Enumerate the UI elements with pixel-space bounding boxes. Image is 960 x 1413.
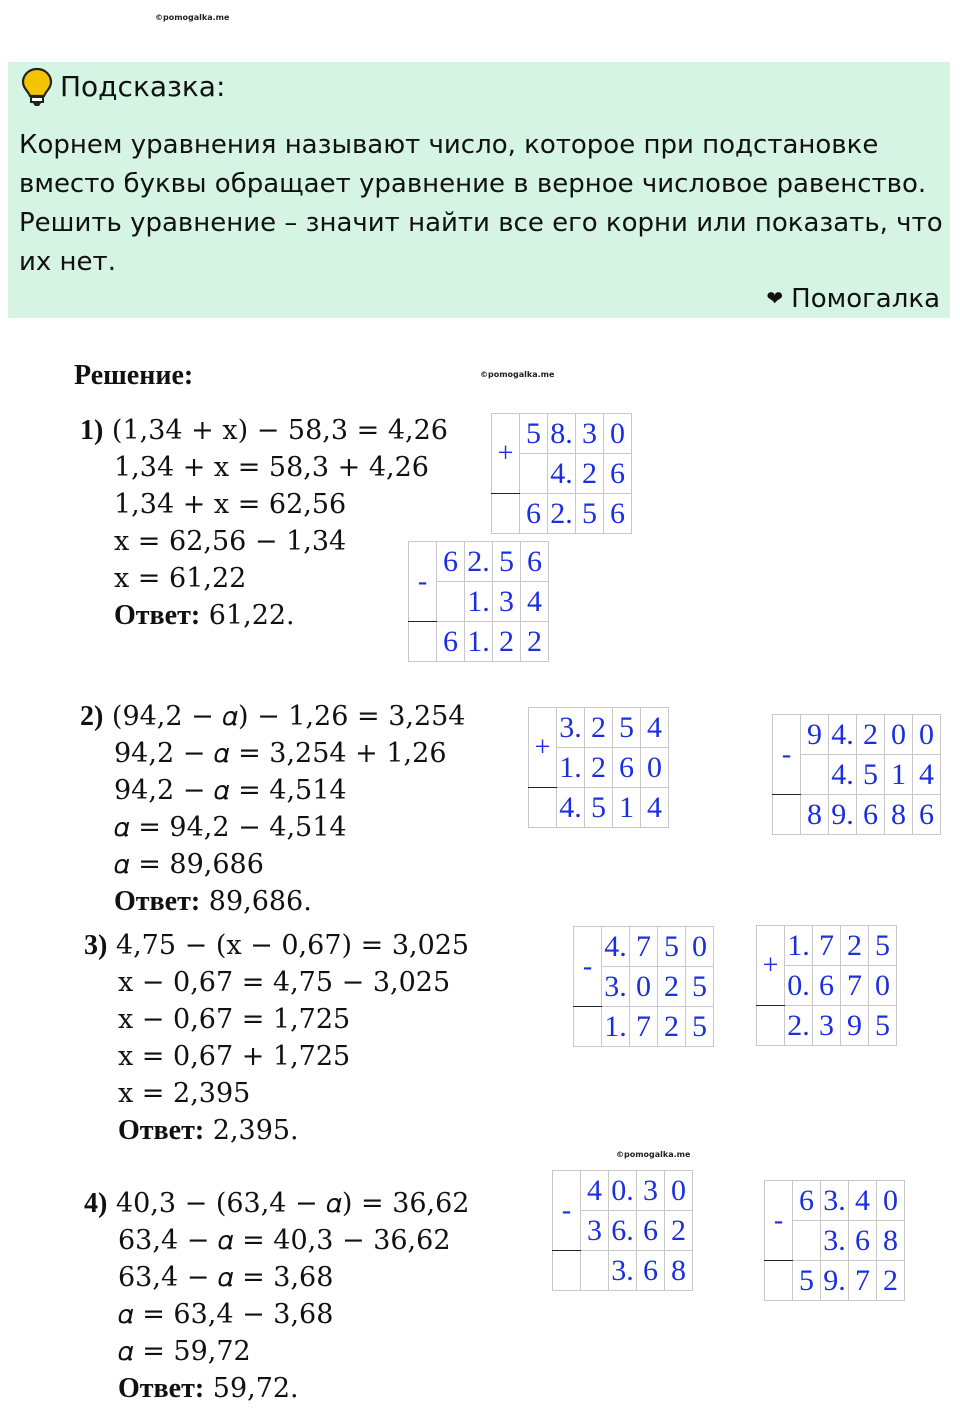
digit-cell: 7	[841, 966, 869, 1006]
digit-cell: 4.	[602, 927, 630, 967]
digit-cell: 5	[869, 1006, 897, 1046]
digit-cell: 5	[793, 1261, 821, 1301]
digit-cell: 6	[437, 542, 465, 582]
brand-label	[766, 284, 940, 314]
column-subtraction-1	[408, 541, 549, 662]
equation-line: 1,34 + x = 62,56	[114, 489, 347, 520]
digit-cell: 1.	[785, 926, 813, 966]
digit-cell: 0.	[785, 966, 813, 1006]
digit-cell: 7	[813, 926, 841, 966]
digit-cell: 0.	[609, 1171, 637, 1211]
digit-cell: 4	[641, 708, 669, 748]
digit-cell: 3	[637, 1171, 665, 1211]
digit-cell	[437, 582, 465, 622]
digit-cell: 2	[585, 708, 613, 748]
grid-row	[574, 927, 714, 967]
answer-value: 2,395.	[212, 1115, 299, 1146]
solution-title: Решение:	[74, 360, 194, 391]
digit-cell: 1.	[602, 1007, 630, 1047]
digit-cell: 1	[885, 755, 913, 795]
operator-sign: -	[574, 927, 602, 1007]
equation-line: x = 62,56 − 1,34	[114, 526, 347, 557]
equation-line: x = 0,67 + 1,725	[118, 1041, 351, 1072]
digit-cell: 6	[637, 1251, 665, 1291]
digit-cell: 7	[630, 927, 658, 967]
digit-cell	[581, 1251, 609, 1291]
grid-row	[492, 494, 632, 534]
equation-line: 94,2 − 𝛼 = 3,254 + 1,26	[114, 738, 447, 769]
digit-cell: 5	[869, 926, 897, 966]
digit-cell: 2	[493, 622, 521, 662]
digit-cell: 5	[520, 414, 548, 454]
equation-line: x − 0,67 = 4,75 − 3,025	[118, 967, 451, 998]
operator-sign: -	[765, 1181, 793, 1261]
digit-cell: 0	[877, 1181, 905, 1221]
equation-line: 63,4 − 𝛼 = 40,3 − 36,62	[118, 1225, 451, 1256]
answer-value: 61,22.	[208, 600, 295, 631]
digit-cell: 0	[913, 715, 941, 755]
hint-title: Подсказка:	[60, 70, 226, 103]
answer-label: Ответ:	[118, 1373, 205, 1404]
digit-cell: 0	[885, 715, 913, 755]
grid-cell	[553, 1251, 581, 1291]
digit-cell: 0	[604, 414, 632, 454]
digit-cell: 5	[857, 755, 885, 795]
digit-cell: 2	[841, 926, 869, 966]
digit-cell: 5	[686, 967, 714, 1007]
operator-sign: +	[757, 926, 785, 1006]
equation-line: 1,34 + x = 58,3 + 4,26	[114, 452, 429, 483]
digit-cell: 6	[604, 494, 632, 534]
digit-cell: 9	[801, 715, 829, 755]
equation-line: 4,75 − (x − 0,67) = 3,025	[115, 930, 470, 961]
digit-cell: 8	[801, 795, 829, 835]
equation-line: 𝛼 = 89,686	[114, 849, 264, 880]
operator-sign: +	[529, 708, 557, 788]
answer-label: Ответ:	[114, 886, 201, 917]
digit-cell: 1.	[465, 582, 493, 622]
answer-value: 59,72.	[212, 1373, 299, 1404]
digit-cell: 6.	[609, 1211, 637, 1251]
digit-cell: 2.	[465, 542, 493, 582]
hint-box	[8, 62, 950, 318]
digit-cell: 3.	[609, 1251, 637, 1291]
problem-4	[84, 1185, 470, 1407]
digit-cell: 0	[869, 966, 897, 1006]
heart-icon: ❤	[766, 286, 784, 310]
grid-row	[553, 1171, 693, 1211]
digit-cell: 9.	[829, 795, 857, 835]
digit-cell: 3	[813, 1006, 841, 1046]
digit-cell: 2	[877, 1261, 905, 1301]
digit-cell: 0	[641, 748, 669, 788]
grid-row	[765, 1181, 905, 1221]
watermark: ©pomogalka.me	[155, 13, 230, 22]
digit-cell: 1.	[557, 748, 585, 788]
grid-row	[765, 1261, 905, 1301]
digit-cell: 2	[576, 454, 604, 494]
answer-label: Ответ:	[118, 1115, 205, 1146]
digit-cell: 3.	[821, 1221, 849, 1261]
digit-cell: 2	[857, 715, 885, 755]
grid-cell	[765, 1261, 793, 1301]
hint-text: Корнем уравнения называют число, которое при подстановке вместо буквы обращает уравнение в верное числовое равенство. Решить уравнение – значит найти все его корни или показать, что их нет.	[19, 130, 943, 277]
equation-line: 40,3 − (63,4 − 𝛼) = 36,62	[115, 1188, 470, 1219]
digit-cell: 1	[613, 788, 641, 828]
digit-cell: 6	[437, 622, 465, 662]
digit-cell: 6	[813, 966, 841, 1006]
grid-row	[529, 788, 669, 828]
digit-cell: 3	[493, 582, 521, 622]
digit-cell: 5	[686, 1007, 714, 1047]
digit-cell: 3	[576, 414, 604, 454]
digit-cell: 2	[665, 1211, 693, 1251]
digit-cell: 6	[637, 1211, 665, 1251]
digit-cell: 6	[604, 454, 632, 494]
grid-row	[409, 542, 549, 582]
digit-cell: 6	[521, 542, 549, 582]
grid-row	[773, 715, 941, 755]
digit-cell: 4	[913, 755, 941, 795]
grid-row	[492, 414, 632, 454]
digit-cell: 4	[521, 582, 549, 622]
digit-cell: 5	[658, 927, 686, 967]
grid-row	[574, 1007, 714, 1047]
digit-cell: 4.	[557, 788, 585, 828]
digit-cell: 2	[585, 748, 613, 788]
brand-name: Помогалка	[791, 284, 940, 314]
operator-sign: +	[492, 414, 520, 494]
equation-line: 𝛼 = 59,72	[118, 1336, 251, 1367]
column-subtraction-4	[552, 1170, 693, 1291]
digit-cell: 6	[793, 1181, 821, 1221]
grid-row	[529, 708, 669, 748]
digit-cell: 0	[665, 1171, 693, 1211]
digit-cell: 8	[665, 1251, 693, 1291]
digit-cell: 4.	[548, 454, 576, 494]
digit-cell: 2.	[548, 494, 576, 534]
equation-line: (1,34 + x) − 58,3 = 4,26	[111, 415, 448, 446]
grid-row	[757, 926, 897, 966]
answer-label: Ответ:	[114, 600, 201, 631]
grid-cell	[574, 1007, 602, 1047]
digit-cell	[801, 755, 829, 795]
watermark: ©pomogalka.me	[480, 370, 555, 379]
problem-number: 4)	[84, 1188, 108, 1219]
column-addition-2	[528, 707, 669, 828]
equation-line: 𝛼 = 94,2 − 4,514	[114, 812, 347, 843]
digit-cell: 6	[913, 795, 941, 835]
digit-cell: 5	[613, 708, 641, 748]
digit-cell	[793, 1221, 821, 1261]
digit-cell: 6	[613, 748, 641, 788]
digit-cell: 3.	[557, 708, 585, 748]
column-subtraction-2	[772, 714, 941, 835]
digit-cell: 6	[849, 1221, 877, 1261]
digit-cell: 4.	[829, 755, 857, 795]
operator-sign: -	[773, 715, 801, 795]
answer-value: 89,686.	[208, 886, 312, 917]
digit-cell: 2	[521, 622, 549, 662]
equation-line: 63,4 − 𝛼 = 3,68	[118, 1262, 334, 1293]
problem-1	[80, 412, 448, 634]
digit-cell: 8	[885, 795, 913, 835]
digit-cell: 6	[520, 494, 548, 534]
digit-cell: 7	[630, 1007, 658, 1047]
operator-sign: -	[409, 542, 437, 622]
digit-cell: 2	[658, 1007, 686, 1047]
digit-cell: 2	[658, 967, 686, 1007]
grid-row	[757, 1006, 897, 1046]
problem-2	[80, 698, 466, 920]
digit-cell: 3.	[602, 967, 630, 1007]
grid-row	[773, 795, 941, 835]
digit-cell	[520, 454, 548, 494]
grid-cell	[773, 795, 801, 835]
digit-cell: 0	[686, 927, 714, 967]
digit-cell: 1.	[465, 622, 493, 662]
operator-sign: -	[553, 1171, 581, 1251]
column-subtraction-3	[573, 926, 714, 1047]
problem-number: 2)	[80, 701, 104, 732]
digit-cell: 5	[493, 542, 521, 582]
digit-cell: 3.	[821, 1181, 849, 1221]
grid-row	[553, 1251, 693, 1291]
digit-cell: 4	[641, 788, 669, 828]
column-addition-1	[491, 413, 632, 534]
grid-cell	[492, 494, 520, 534]
grid-cell	[409, 622, 437, 662]
digit-cell: 8	[877, 1221, 905, 1261]
grid-cell	[757, 1006, 785, 1046]
digit-cell: 4.	[829, 715, 857, 755]
digit-cell: 2.	[785, 1006, 813, 1046]
digit-cell: 9	[841, 1006, 869, 1046]
digit-cell: 4	[849, 1181, 877, 1221]
grid-row	[409, 622, 549, 662]
digit-cell: 9.	[821, 1261, 849, 1301]
column-addition-3	[756, 925, 897, 1046]
digit-cell: 8.	[548, 414, 576, 454]
digit-cell: 3	[581, 1211, 609, 1251]
problem-3	[84, 927, 469, 1149]
equation-line: x = 2,395	[118, 1078, 251, 1109]
digit-cell: 6	[857, 795, 885, 835]
problem-number: 3)	[84, 930, 108, 961]
equation-line: 94,2 − 𝛼 = 4,514	[114, 775, 347, 806]
equation-line: x − 0,67 = 1,725	[118, 1004, 351, 1035]
lightbulb-icon	[20, 66, 54, 112]
watermark: ©pomogalka.me	[616, 1150, 691, 1159]
column-subtraction-5	[764, 1180, 905, 1301]
digit-cell: 7	[849, 1261, 877, 1301]
grid-cell	[529, 788, 557, 828]
digit-cell: 0	[630, 967, 658, 1007]
digit-cell: 5	[576, 494, 604, 534]
digit-cell: 5	[585, 788, 613, 828]
equation-line: (94,2 − 𝛼) − 1,26 = 3,254	[111, 701, 466, 732]
equation-line: x = 61,22	[114, 563, 247, 594]
digit-cell: 4	[581, 1171, 609, 1211]
equation-line: 𝛼 = 63,4 − 3,68	[118, 1299, 334, 1330]
problem-number: 1)	[80, 415, 104, 446]
